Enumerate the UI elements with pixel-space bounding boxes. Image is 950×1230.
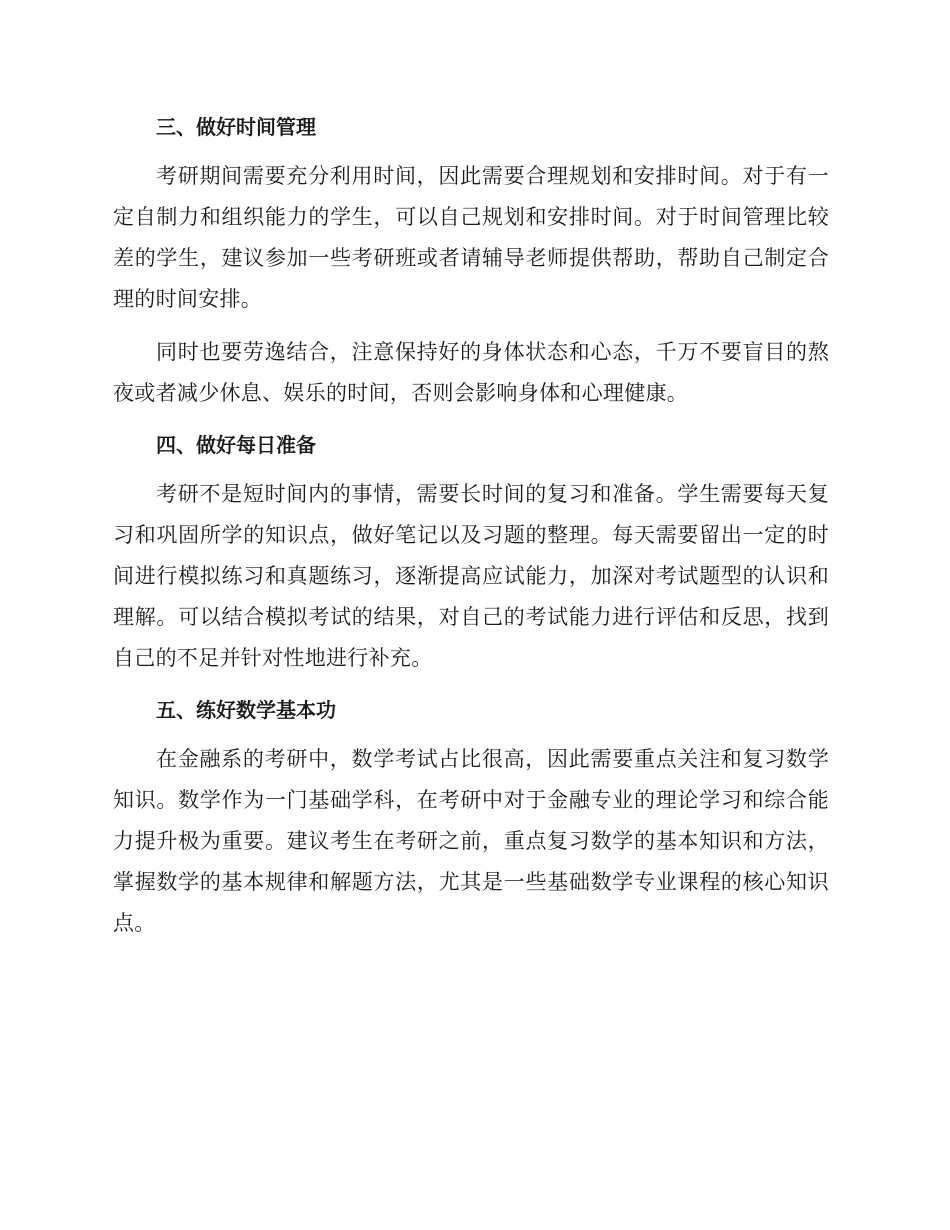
paragraph: 考研期间需要充分利用时间，因此需要合理规划和安排时间。对于有一定自制力和组织能力的学生，可以自己规划和安排时间。对于时间管理比较差的学生，建议参加一些考研班或者请辅导老师提供帮助，帮助自己制定合理的时间安排。 bbox=[113, 164, 829, 311]
section-math-basics bbox=[113, 691, 829, 944]
section-heading: 三、做好时间管理 bbox=[156, 115, 316, 139]
section-daily-preparation bbox=[113, 426, 829, 679]
paragraph: 考研不是短时间内的事情，需要长时间的复习和准备。学生需要每天复习和巩固所学的知识点，做好笔记以及习题的整理。每天需要留出一定的时间进行模拟练习和真题练习，逐渐提高应试能力，加深对考试题型的认识和理解。可以结合模拟考试的结果，对自己的考试能力进行评估和反思，找到自己的不足并针对性地进行补充。 bbox=[113, 482, 829, 670]
section-heading: 五、练好数学基本功 bbox=[156, 698, 336, 722]
document-page bbox=[113, 108, 829, 956]
paragraph: 在金融系的考研中，数学考试占比很高，因此需要重点关注和复习数学知识。数学作为一门基础学科，在考研中对于金融专业的理论学习和综合能力提升极为重要。建议考生在考研之前，重点复习数学的基本知识和方法，掌握数学的基本规律和解题方法，尤其是一些基础数学专业课程的核心知识点。 bbox=[113, 747, 829, 935]
section-time-management bbox=[113, 108, 829, 414]
section-heading: 四、做好每日准备 bbox=[156, 433, 316, 457]
paragraph: 同时也要劳逸结合，注意保持好的身体状态和心态，千万不要盲目的熬夜或者减少休息、娱乐的时间，否则会影响身体和心理健康。 bbox=[113, 340, 829, 405]
